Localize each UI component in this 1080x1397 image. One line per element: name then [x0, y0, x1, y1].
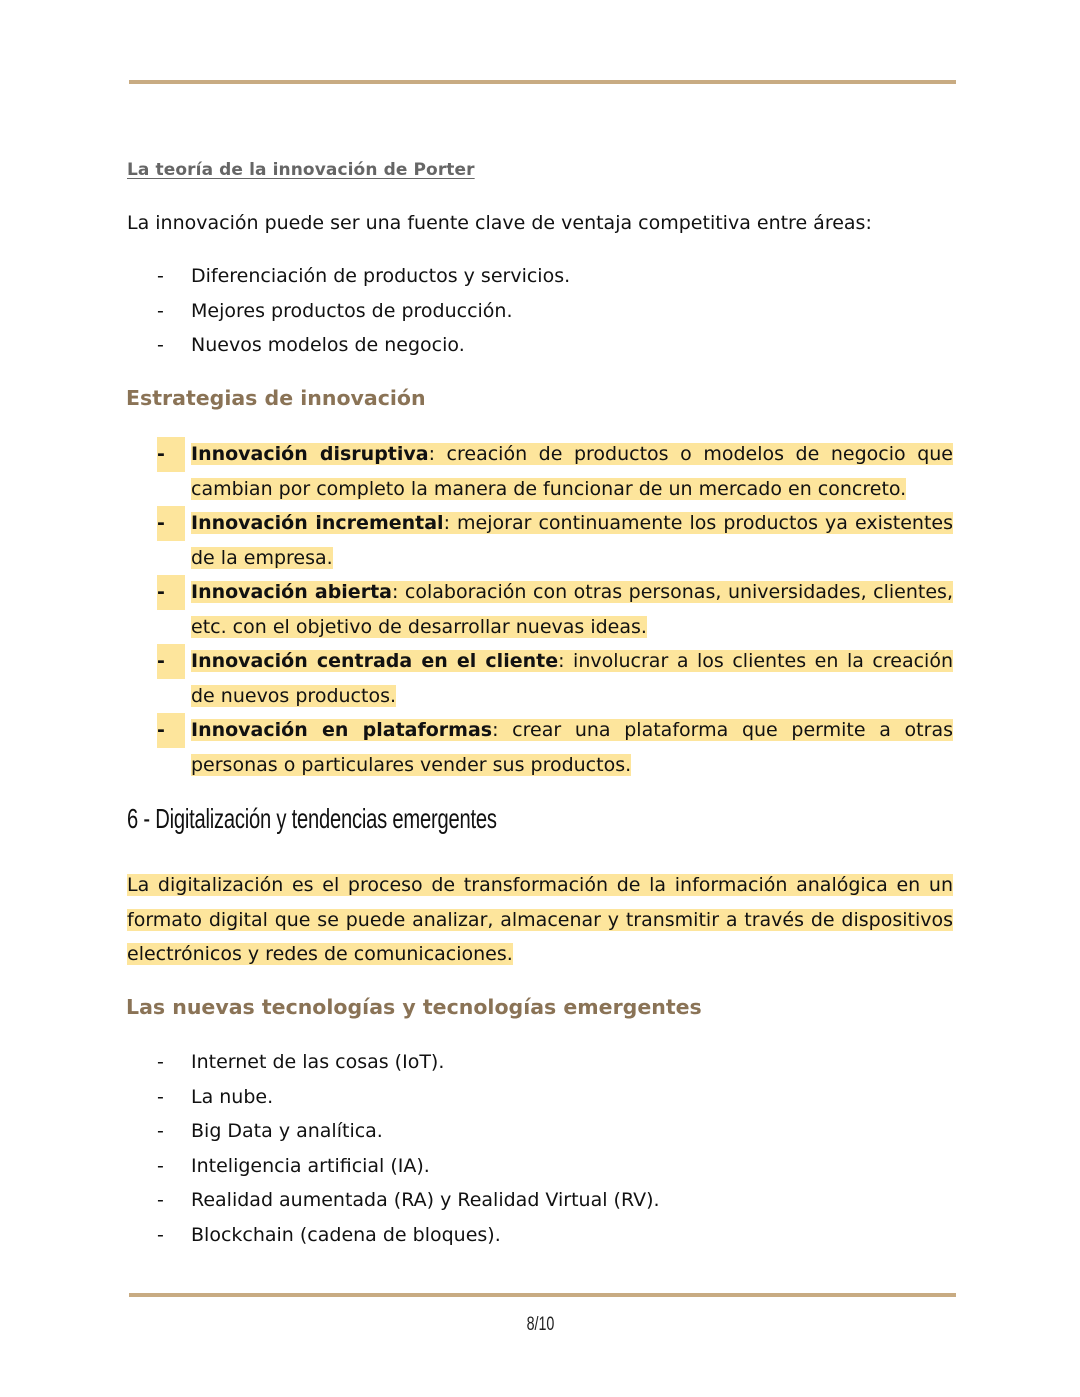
dash-bullet-icon: - — [157, 644, 185, 679]
technologies-list — [127, 1045, 953, 1252]
list-item: - Big Data y analítica. — [127, 1114, 953, 1149]
digitalization-definition: La digitalización es el proceso de transformación de la información analógica en un formato digital que se puede analizar, almacenar y transmitir a través de dispositivos electrónicos y redes de comunicaciones. — [127, 874, 953, 965]
strategy-term: Innovación abierta — [191, 581, 392, 603]
strategy-desc: : crear una plataforma que permite a otras personas o particulares vender sus productos. — [191, 719, 953, 776]
list-item: - Mejores productos de producción. — [127, 294, 953, 329]
strategy-term: Innovación incremental — [191, 512, 444, 534]
list-item — [127, 506, 953, 575]
dash-bullet-icon: - — [157, 334, 164, 356]
strategies-heading: Estrategias de innovación — [126, 386, 426, 410]
section-heading: 6 - Digitalización y tendencias emergentes — [127, 803, 497, 834]
strategy-term: Innovación en plataformas — [191, 719, 493, 741]
dash-bullet-icon: - — [157, 506, 185, 541]
dash-bullet-icon: - — [157, 1154, 164, 1177]
porter-intro: La innovación puede ser una fuente clave de ventaja competitiva entre áreas: — [127, 212, 872, 234]
list-item: - Blockchain (cadena de bloques). — [127, 1218, 953, 1253]
list-item — [127, 437, 953, 506]
strategy-desc: : colaboración con otras personas, universidades, clientes, etc. con el objetivo de desarrollar nuevas ideas. — [191, 581, 953, 638]
strategy-desc: : creación de productos o modelos de negocio que cambian por completo la manera de funcionar de un mercado en concreto. — [191, 443, 953, 500]
porter-subtitle: La teoría de la innovación de Porter — [127, 160, 475, 180]
strategy-desc: : mejorar continuamente los productos ya existentes de la empresa. — [191, 512, 953, 569]
dash-bullet-icon: - — [157, 1223, 164, 1246]
list-item: - Diferenciación de productos y servicios. — [127, 259, 953, 294]
list-item — [127, 713, 953, 782]
list-item: - Inteligencia artificial (IA). — [127, 1149, 953, 1184]
strategies-list — [127, 437, 953, 782]
list-item: - Nuevos modelos de negocio. — [127, 328, 953, 363]
dash-bullet-icon: - — [157, 1051, 164, 1073]
list-item — [127, 644, 953, 713]
page-number: 8/10 — [526, 1314, 554, 1335]
footer-rule — [129, 1293, 956, 1297]
header-rule — [129, 80, 956, 84]
dash-bullet-icon: - — [157, 1085, 164, 1108]
list-item: - La nube. — [127, 1080, 953, 1115]
strategy-term: Innovación disruptiva — [191, 443, 429, 465]
list-item — [127, 575, 953, 644]
dash-bullet-icon: - — [157, 713, 185, 748]
strategy-desc: : involucrar a los clientes en la creación de nuevos productos. — [191, 650, 953, 707]
dash-bullet-icon: - — [157, 1120, 164, 1142]
porter-list — [127, 259, 953, 363]
dash-bullet-icon: - — [157, 1189, 164, 1211]
strategy-term: Innovación centrada en el cliente — [191, 650, 559, 672]
list-item: - Realidad aumentada (RA) y Realidad Virtual (RV). — [127, 1183, 953, 1218]
list-item: - Internet de las cosas (IoT). — [127, 1045, 953, 1080]
dash-bullet-icon: - — [157, 575, 185, 610]
technologies-heading: Las nuevas tecnologías y tecnologías emergentes — [126, 995, 702, 1019]
dash-bullet-icon: - — [157, 299, 164, 322]
dash-bullet-icon: - — [157, 265, 164, 287]
dash-bullet-icon: - — [157, 437, 185, 472]
